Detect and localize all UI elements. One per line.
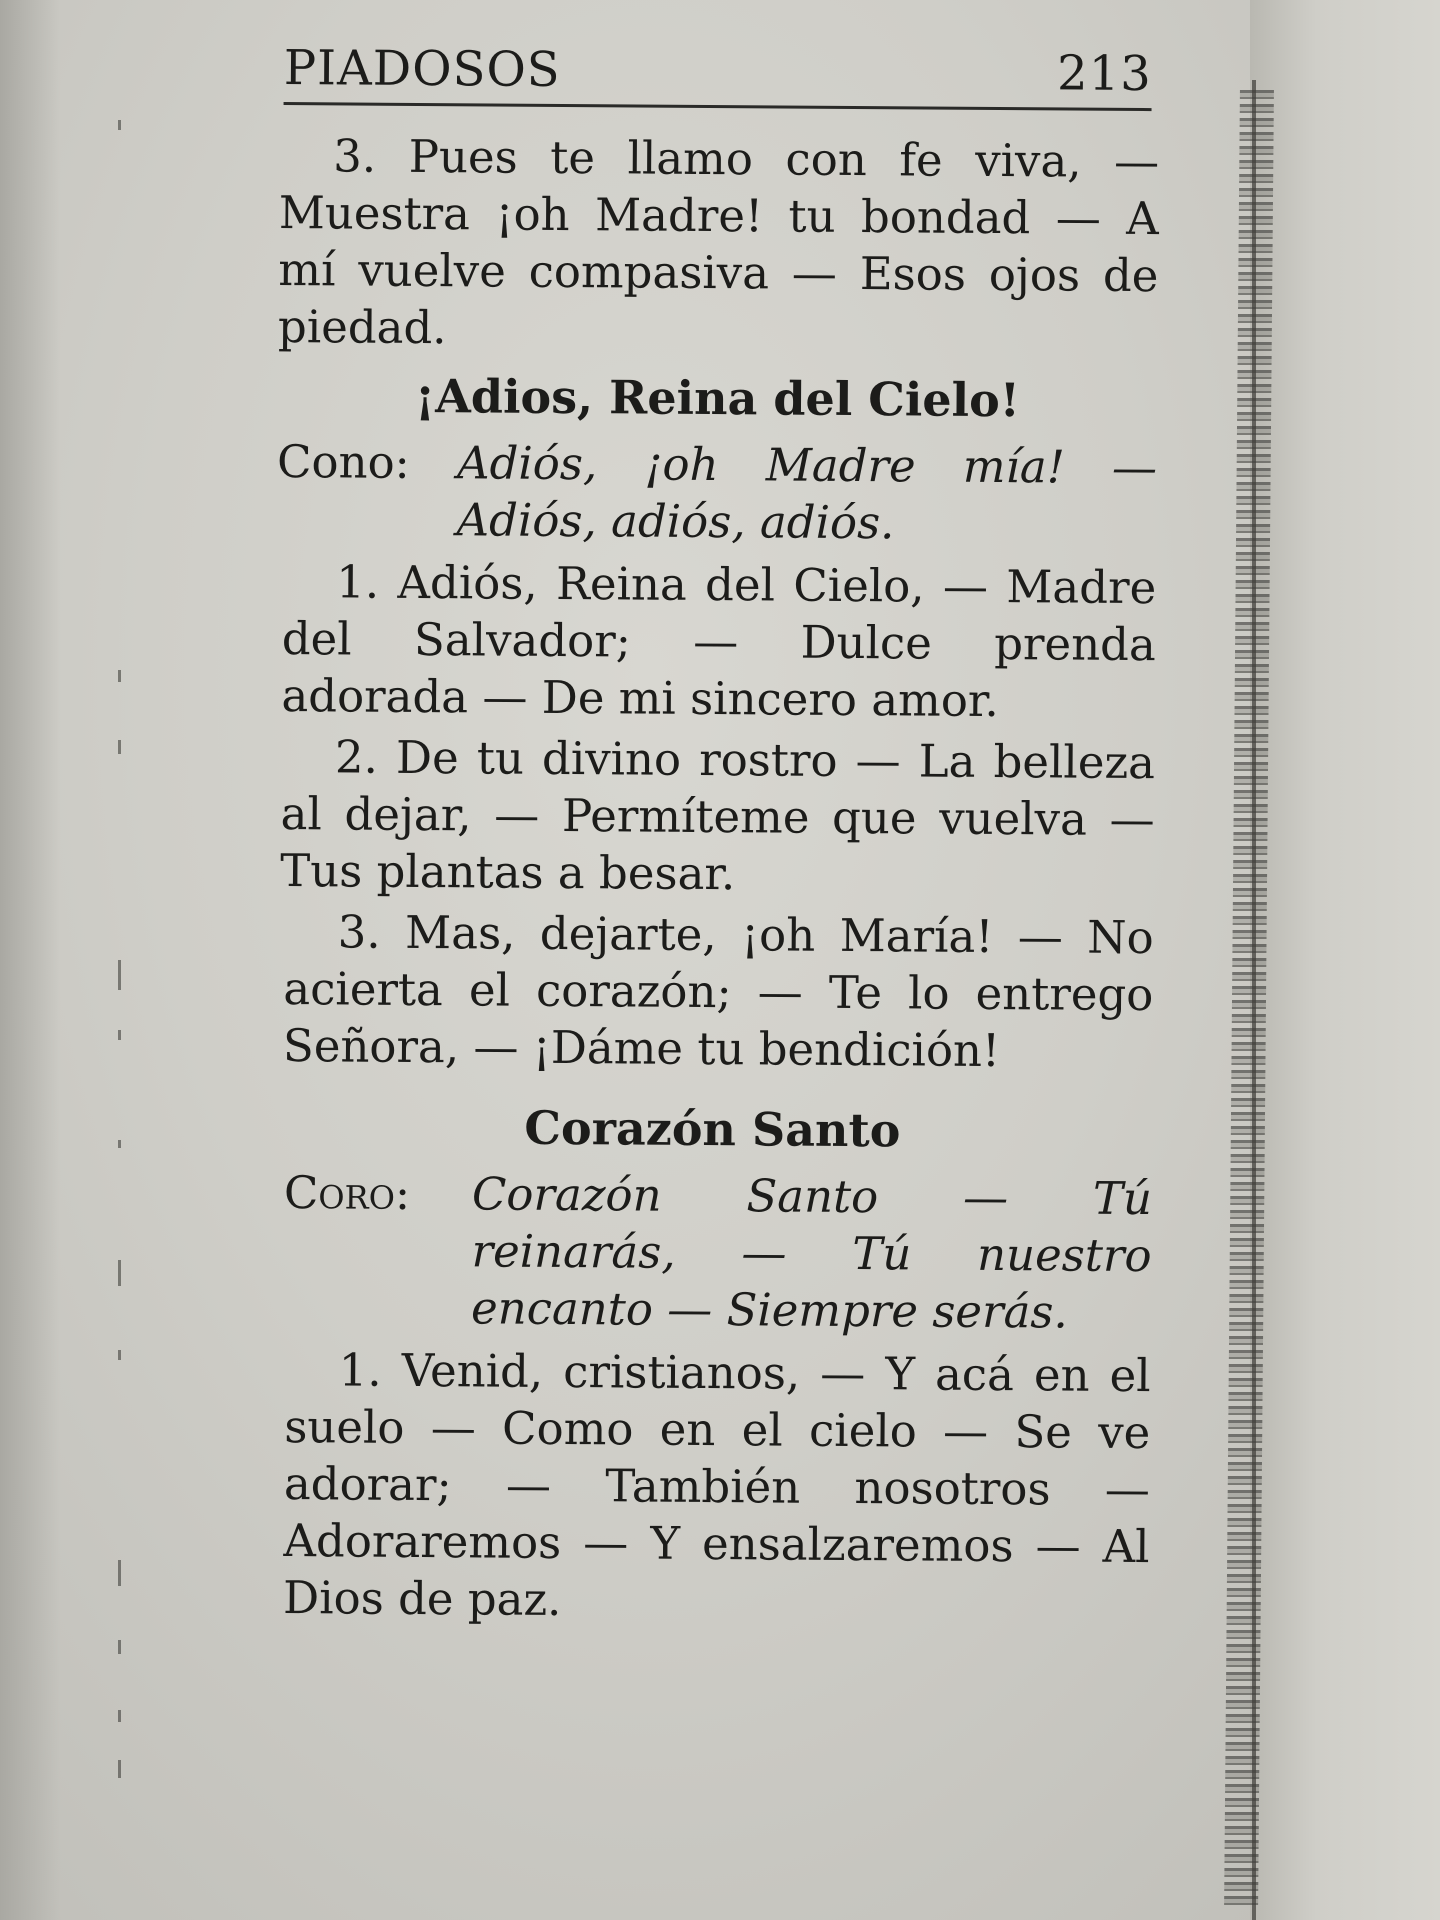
margin-speck: [118, 1560, 121, 1586]
margin-speck: [118, 960, 121, 990]
chorus-corazon: [283, 1164, 1152, 1341]
chorus-label: Cono:: [276, 434, 411, 489]
next-page-edge: [1250, 0, 1440, 1920]
stanza-1-adios: 1. Adiós, Reina del Cielo, — Madre del Salvador; — Dulce prenda adorada — De mi sincero amor.: [281, 555, 1157, 728]
book-page: [269, 40, 1160, 1636]
chorus-label: Coro:: [283, 1166, 411, 1220]
hymn-title-adios: ¡Adios, Reina del Cielo!: [414, 368, 1021, 428]
hymn-title-corazon: Corazón Santo: [524, 1100, 901, 1158]
running-title: PIADOSOS: [283, 40, 561, 98]
stanza-3-intro: 3. Pues te llamo con fe viva, — Muestra ¡oh Madre! tu bondad — A mí vuelve compasiva — Esos ojos de piedad.: [277, 129, 1160, 355]
margin-speck: [118, 740, 121, 754]
margin-speck: [118, 1640, 121, 1654]
stanza-1-corazon: 1. Venid, cristianos, — Y acá en el suelo — Como en el cielo — Se ve adorar; — También nosotros — Adoraremos — Y ensalzaremos — Al Dios de paz.: [282, 1343, 1151, 1627]
stanza-2-adios: 2. De tu divino rostro — La belleza al dejar, — Permíteme que vuelva — Tus plantas a besar.: [280, 730, 1156, 901]
margin-specks: [118, 100, 132, 1900]
margin-speck: [118, 1140, 121, 1148]
margin-speck: [118, 1350, 121, 1360]
margin-speck: [118, 670, 121, 682]
margin-speck: [118, 1260, 121, 1286]
chorus-text: Adiós, ¡oh Madre mía! — Adiós, adiós, adiós.: [456, 436, 1158, 550]
margin-speck: [118, 1710, 121, 1722]
margin-speck: [118, 120, 121, 130]
chorus-text: Corazón Santo — Tú reinarás, — Tú nuestro encanto — Siempre serás.: [470, 1167, 1153, 1339]
margin-speck: [118, 1760, 121, 1778]
chorus-adios: [276, 433, 1157, 553]
left-page-shadow: [0, 0, 60, 1920]
page-edge-line: [1252, 80, 1256, 1920]
stanza-3-adios: 3. Mas, dejarte, ¡oh María! — No acierta el corazón; — Te lo entrego Señora, — ¡Dáme tu bendición!: [282, 905, 1154, 1078]
margin-speck: [118, 1030, 121, 1040]
running-head: [280, 40, 1160, 108]
page-number: 213: [1056, 45, 1152, 103]
